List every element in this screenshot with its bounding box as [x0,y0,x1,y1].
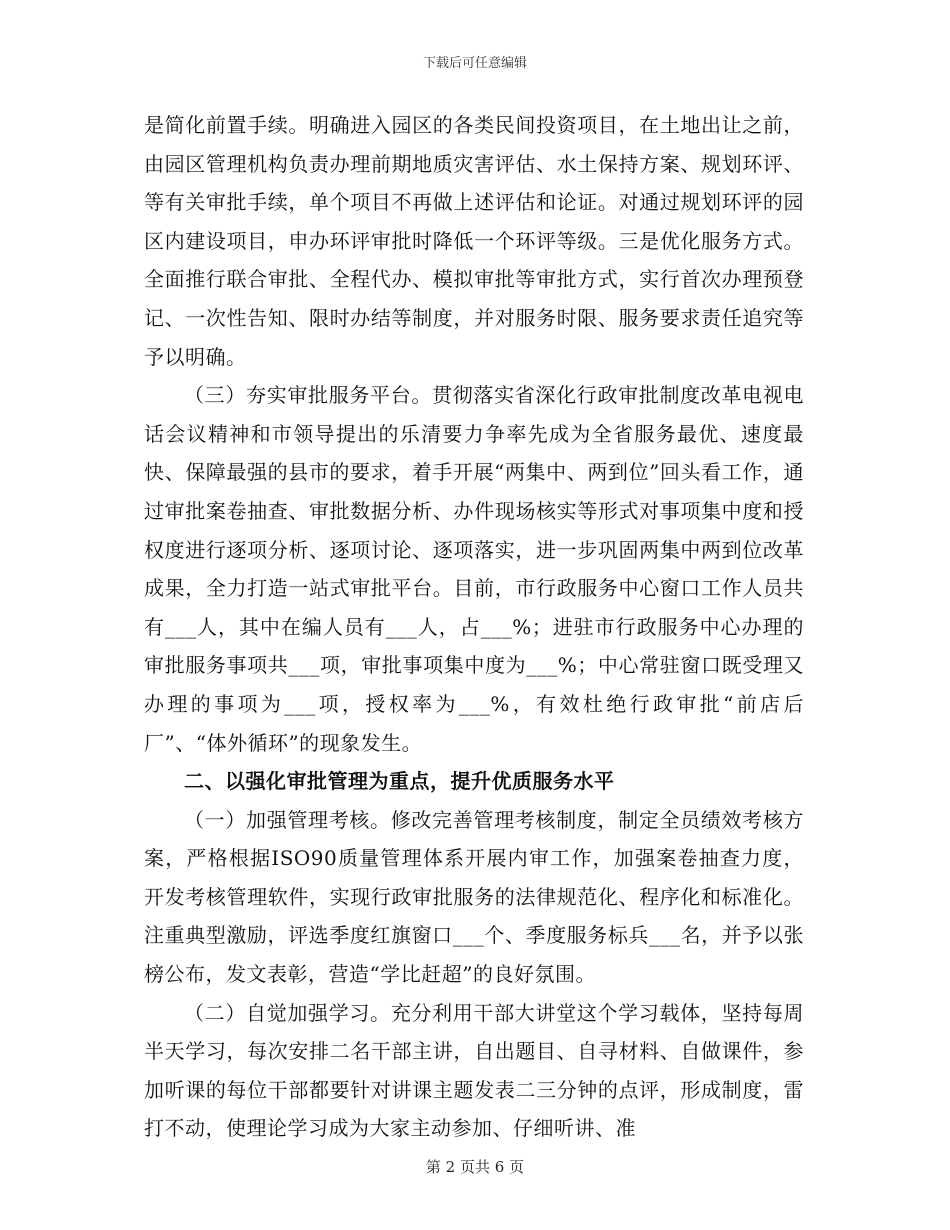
section-heading-2: 二、以强化审批管理为重点，提升优质服务水平 [184,769,615,794]
page-header: 下载后可任意编辑 [422,56,527,71]
paragraph-4: （二）自觉加强学习。充分利用干部大讲堂这个学习载体，坚持每周半天学习，每次安排二名干部主讲，自出题目、自寻材料、自做课件，参加听课的每位干部都要针对讲课主题发表二三分钟的点评，形成制度，雷打不动，使理论学习成为大家主动参加、仔细听讲、准 [144,1000,804,1141]
document-body [144,106,804,1148]
paragraph-1: 是简化前置手续。明确进入园区的各类民间投资项目，在土地出让之前，由园区管理机构负责办理前期地质灾害评估、水土保持方案、规划环评、等有关审批手续，单个项目不再做上述评估和论证。对通过规划环评的园区内建设项目，申办环评审批时降低一个环评等级。三是优化服务方式。全面推行联合审批、全程代办、模拟审批等审批方式，实行首次办理预登记、一次性告知、限时办结等制度，并对服务时限、服务要求责任追究等予以明确。 [144,113,804,369]
paragraph-2: （三）夯实审批服务平台。贯彻落实省深化行政审批制度改革电视电话会议精神和市领导提出的乐清要力争率先成为全省服务最优、速度最快、保障最强的县市的要求，着手开展“两集中、两到位”回头看工作，通过审批案卷抽查、审批数据分析、办件现场核实等形式对事项集中度和授权度进行逐项分析、逐项讨论、逐项落实，进一步巩固两集中两到位改革成果，全力打造一站式审批平台。目前，市行政服务中心窗口工作人员共有___人，其中在编人员有___人，占___%；进驻市行政服务中心办理的审批服务事项共___项，审批事项集中度为___%；中心常驻窗口既受理又办理的事项为___项，授权率为___%，有效杜绝行政审批“前店后厂”、“体外循环”的现象发生。 [144,383,804,755]
paragraph-3: （一）加强管理考核。修改完善管理考核制度，制定全员绩效考核方案，严格根据ISO90质量管理体系开展内审工作，加强案卷抽查力度，开发考核管理软件，实现行政审批服务的法律规范化、程序化和标准化。注重典型激励，评选季度红旗窗口___个、季度服务标兵___名，并予以张榜公布，发文表彰，营造“学比赶超”的良好氛围。 [144,807,804,987]
page-footer: 第 2 页共 6 页 [425,1158,525,1176]
